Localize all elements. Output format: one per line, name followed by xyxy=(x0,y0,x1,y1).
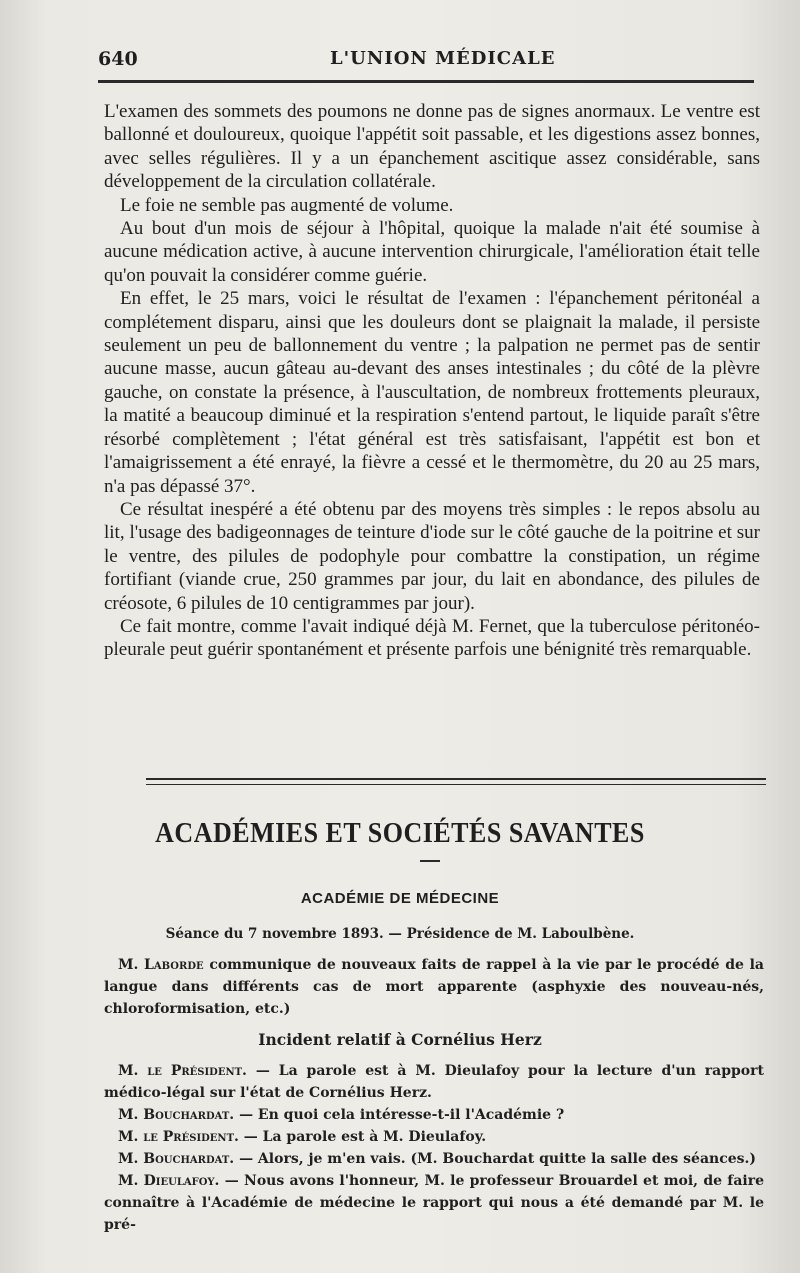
section-title: ACADÉMIES ET SOCIÉTÉS SAVANTES xyxy=(155,816,645,849)
dialogue-text: — La parole est à M. Dieulafoy pour la lecture d'un rapport médico-légal sur l'état de Cornélius Herz. xyxy=(104,1063,764,1101)
title-dash xyxy=(420,860,440,862)
dialogue-text: — Nous avons l'honneur, M. le professeur Brouardel et moi, de faire connaître à l'Académie de médecine le rapport qui nous a été demandé par M. le pré- xyxy=(104,1173,765,1233)
running-title: L'UNION MÉDICALE xyxy=(330,48,556,69)
incident-heading: Incident relatif à Cornélius Herz xyxy=(258,1030,542,1049)
paragraph: L'examen des sommets des poumons ne donne pas de signes anormaux. Le ventre est ballonné et douloureux, quoique l'appétit soit passable, et les digestions assez bonnes, avec selles régulières. Il y a un épanchement ascitique assez considérable, sans développement de la circulation collatérale. xyxy=(104,101,760,193)
academy-heading: ACADÉMIE DE MÉDECINE xyxy=(300,890,500,907)
speaker-name: M. Bouchardat. xyxy=(118,1151,235,1167)
paragraph: Ce résultat inespéré a été obtenu par des moyens très simples : le repos absolu au lit, l'usage des badigeonnages de teinture d'iode sur le côté gauche de la poitrine et sur le ventre, des pilules de podophyle pour combattre la constipation, un régime fortifiant (viande crue, 250 grammes par jour, du lait en abondance, des pilules de créosote, 6 pilules de 10 centigrammes par jour). xyxy=(104,498,760,614)
page-header xyxy=(98,44,758,80)
dialogue-line xyxy=(104,1104,764,1126)
dialogue-line xyxy=(104,1060,764,1104)
section-separator-thin xyxy=(146,784,766,785)
paragraph: Au bout d'un mois de séjour à l'hôpital, quoique la malade n'ait été soumise à aucune médication active, à aucune intervention chirurgicale, l'amélioration était telle qu'on pouvait la considérer comme guérie. xyxy=(104,218,760,286)
dialogue-text: — La parole est à M. Dieulafoy. xyxy=(243,1129,487,1145)
paragraph: Le foie ne semble pas augmenté de volume. xyxy=(120,194,454,216)
paragraph: Ce fait montre, comme l'avait indiqué déjà M. Fernet, que la tuberculose péritonéo-pleurale peut guérir spontanément et présente parfois une bénignité très remarquable. xyxy=(104,615,760,661)
speaker-name: M. le Président. xyxy=(118,1129,239,1145)
laborde-communication xyxy=(104,954,764,1020)
dialogue-line xyxy=(104,1170,764,1236)
dialogue xyxy=(104,1060,764,1236)
paragraph: En effet, le 25 mars, voici le résultat de l'examen : l'épanchement péritonéal a complétement disparu, ainsi que les douleurs dont se plaignait la malade, il persiste seulement un peu de ballonnement du ventre ; la palpation ne permet pas de sentir aucune masse, aucun gâteau au-devant des anses intestinales ; du côté de la plèvre gauche, on constate la présence, à l'auscultation, de nombreux frottements pleuraux, la matité a beaucoup diminué et la respiration s'entend partout, le liquide paraît s'être résorbé complètement ; l'état général est très satisfaisant, l'appétit est bon et l'amaigrissement a été enrayé, la fièvre a cessé et le thermomètre, du 20 au 25 mars, n'a pas dépassé 37°. xyxy=(104,288,760,497)
speaker-name: M. Dieulafoy. xyxy=(118,1173,220,1189)
speaker-name: M. Bouchardat. xyxy=(118,1107,235,1123)
dialogue-text: — Alors, je m'en vais. (M. Bouchardat quitte la salle des séances.) xyxy=(239,1151,757,1167)
dialogue-text: — En quoi cela intéresse-t-il l'Académie ? xyxy=(239,1107,565,1123)
header-rule xyxy=(98,80,754,83)
communication-text: communique de nouveaux faits de rappel à la vie par le procédé de la langue dans différents cas de mort apparente (asphyxie des nouveau-nés, chloroformisation, etc.) xyxy=(104,957,765,1017)
page-number: 640 xyxy=(98,48,138,70)
speaker-name: M. Laborde xyxy=(118,957,204,973)
dialogue-line xyxy=(104,1126,764,1148)
seance-line: Séance du 7 novembre 1893. — Présidence de M. Laboulbène. xyxy=(165,926,635,942)
communication-paragraph xyxy=(104,954,764,1020)
article-body xyxy=(104,100,760,662)
speaker-name: M. le Président. xyxy=(118,1063,247,1079)
dialogue-line xyxy=(104,1148,764,1170)
section-separator xyxy=(146,778,766,780)
